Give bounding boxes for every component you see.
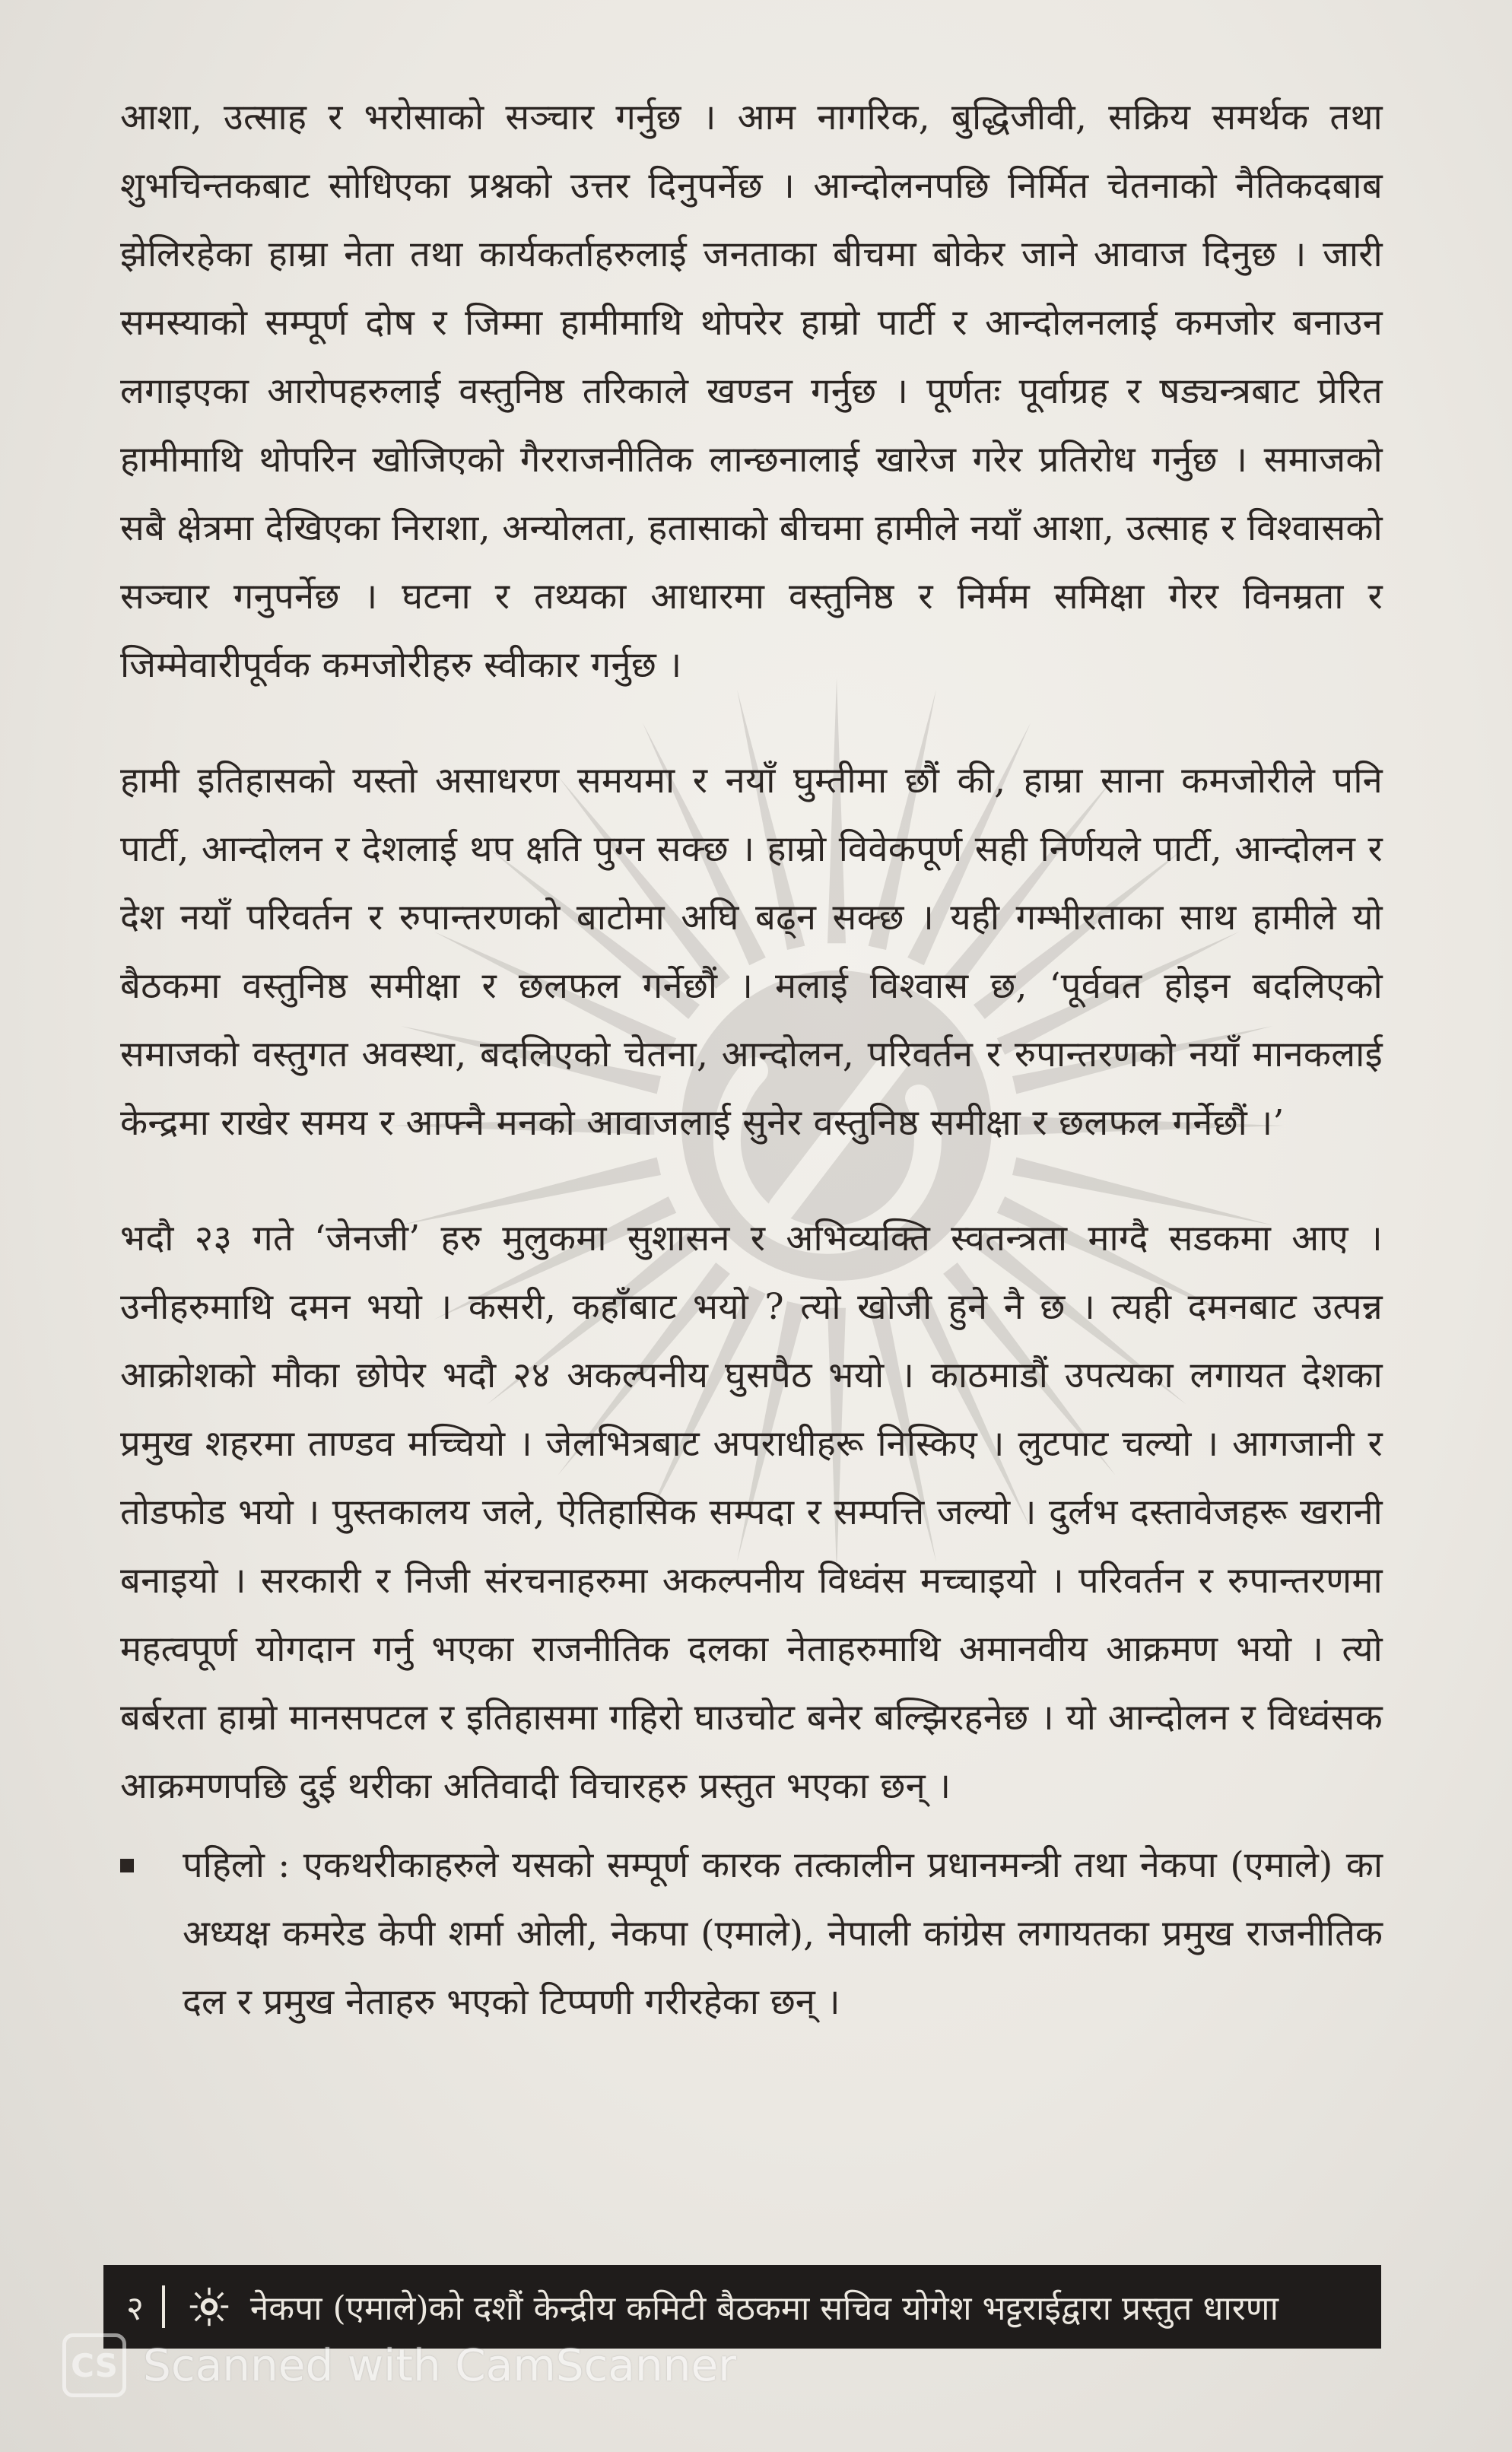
bullet-item <box>120 1831 1383 2037</box>
scanner-watermark-text: Scanned with CamScanner <box>143 2339 737 2391</box>
party-emblem-icon <box>188 2285 230 2328</box>
scanner-watermark <box>62 2333 736 2397</box>
square-bullet-icon <box>120 1859 134 1872</box>
document-body <box>120 84 1383 2037</box>
footer-caption: नेकपा (एमाले)को दशौं केन्द्रीय कमिटी बैठकमा सचिव योगेश भट्टराईद्वारा प्रस्तुत धारणा <box>249 2289 1279 2328</box>
footer-divider <box>162 2285 165 2328</box>
bullet-text: पहिलो : एकथरीकाहरुले यसको सम्पूर्ण कारक तत्कालीन प्रधानमन्त्री तथा नेकपा (एमाले) का अध्यक्ष कमरेड केपी शर्मा ओली, नेकपा (एमाले), नेपाली कांग्रेस लगायतका प्रमुख राजनीतिक दल र प्रमुख नेताहरु भएको टिप्पणी गरीरहेका छन् । <box>183 1844 1383 2023</box>
paragraph: हामी इतिहासको यस्तो असाधरण समयमा र नयाँ घुम्तीमा छौं की, हाम्रा साना कमजोरीले पनि पार्टी, आन्दोलन र देशलाई थप क्षति पुग्न सक्छ । हाम्रो विवेकपूर्ण सही निर्णयले पार्टी, आन्दोलन र देश नयाँ परिवर्तन र रुपान्तरणको बाटोमा अघि बढ्न सक्छ । यही गम्भीरताका साथ हामीले यो बैठकमा वस्तुनिष्ठ समीक्षा र छलफल गर्नेछौं । मलाई विश्वास छ, ‘पूर्ववत होइन बदलिएको समाजको वस्तुगत अवस्था, बदलिएको चेतना, आन्दोलन, परिवर्तन र रुपान्तरणको नयाँ मानकलाई केन्द्रमा राखेर समय र आफ्नै मनको आवाजलाई सुनेर वस्तुनिष्ठ समीक्षा र छलफल गर्नेछौं ।’ <box>120 760 1383 1144</box>
page-number: २ <box>126 2289 144 2328</box>
paragraph: भदौ २३ गते ‘जेनजी’ हरु मुलुकमा सुशासन र अभिव्यक्ति स्वतन्त्रता माग्दै सडकमा आए । उनीहरुमाथि दमन भयो । कसरी, कहाँबाट भयो ? त्यो खोजी हुने नै छ । त्यही दमनबाट उत्पन्न आक्रोशको मौका छोपेर भदौ २४ अकल्पनीय घुसपैठ भयो । काठमाडौं उपत्यका लगायत देशका प्रमुख शहरमा ताण्डव मच्चियो । जेलभित्रबाट अपराधीहरू निस्किए । लुटपाट चल्यो । आगजानी र तोडफोड भयो । पुस्तकालय जले, ऐतिहासिक सम्पदा र सम्पत्ति जल्यो । दुर्लभ दस्तावेजहरू खरानी बनाइयो । सरकारी र निजी संरचनाहरुमा अकल्पनीय विध्वंस मच्चाइयो । परिवर्तन र रुपान्तरणमा महत्वपूर्ण योगदान गर्नु भएका राजनीतिक दलका नेताहरुमाथि अमानवीय आक्रमण भयो । त्यो बर्बरता हाम्रो मानसपटल र इतिहासमा गहिरो घाउचोट बनेर बल्झिरहनेछ । यो आन्दोलन र विध्वंसक आक्रमणपछि दुई थरीका अतिवादी विचारहरु प्रस्तुत भएका छन् । <box>120 1218 1383 1807</box>
paragraph: आशा, उत्साह र भरोसाको सञ्चार गर्नुछ । आम नागरिक, बुद्धिजीवी, सक्रिय समर्थक तथा शुभचिन्तकबाट सोधिएका प्रश्नको उत्तर दिनुपर्नेछ । आन्दोलनपछि निर्मित चेतनाको नैतिकदबाब झेलिरहेका हाम्रा नेता तथा कार्यकर्ताहरुलाई जनताका बीचमा बोकेर जाने आवाज दिनुछ । जारी समस्याको सम्पूर्ण दोष र जिम्मा हामीमाथि थोपरेर हाम्रो पार्टी र आन्दोलनलाई कमजोर बनाउन लगाइएका आरोपहरुलाई वस्तुनिष्ठ तरिकाले खण्डन गर्नुछ । पूर्णतः पूर्वाग्रह र षड्यन्त्रबाट प्रेरित हामीमाथि थोपरिन खोजिएको गैरराजनीतिक लान्छनालाई खारेज गरेर प्रतिरोध गर्नुछ । समाजको सबै क्षेत्रमा देखिएका निराशा, अन्योलता, हतासाको बीचमा हामीले नयाँ आशा, उत्साह र विश्वासको सञ्चार गनुपर्नेछ । घटना र तथ्यका आधारमा वस्तुनिष्ठ र निर्मम समिक्षा गेरर विनम्रता र जिम्मेवारीपूर्वक कमजोरीहरु स्वीकार गर्नुछ । <box>120 97 1383 686</box>
camscanner-logo-icon: CS <box>62 2333 126 2397</box>
